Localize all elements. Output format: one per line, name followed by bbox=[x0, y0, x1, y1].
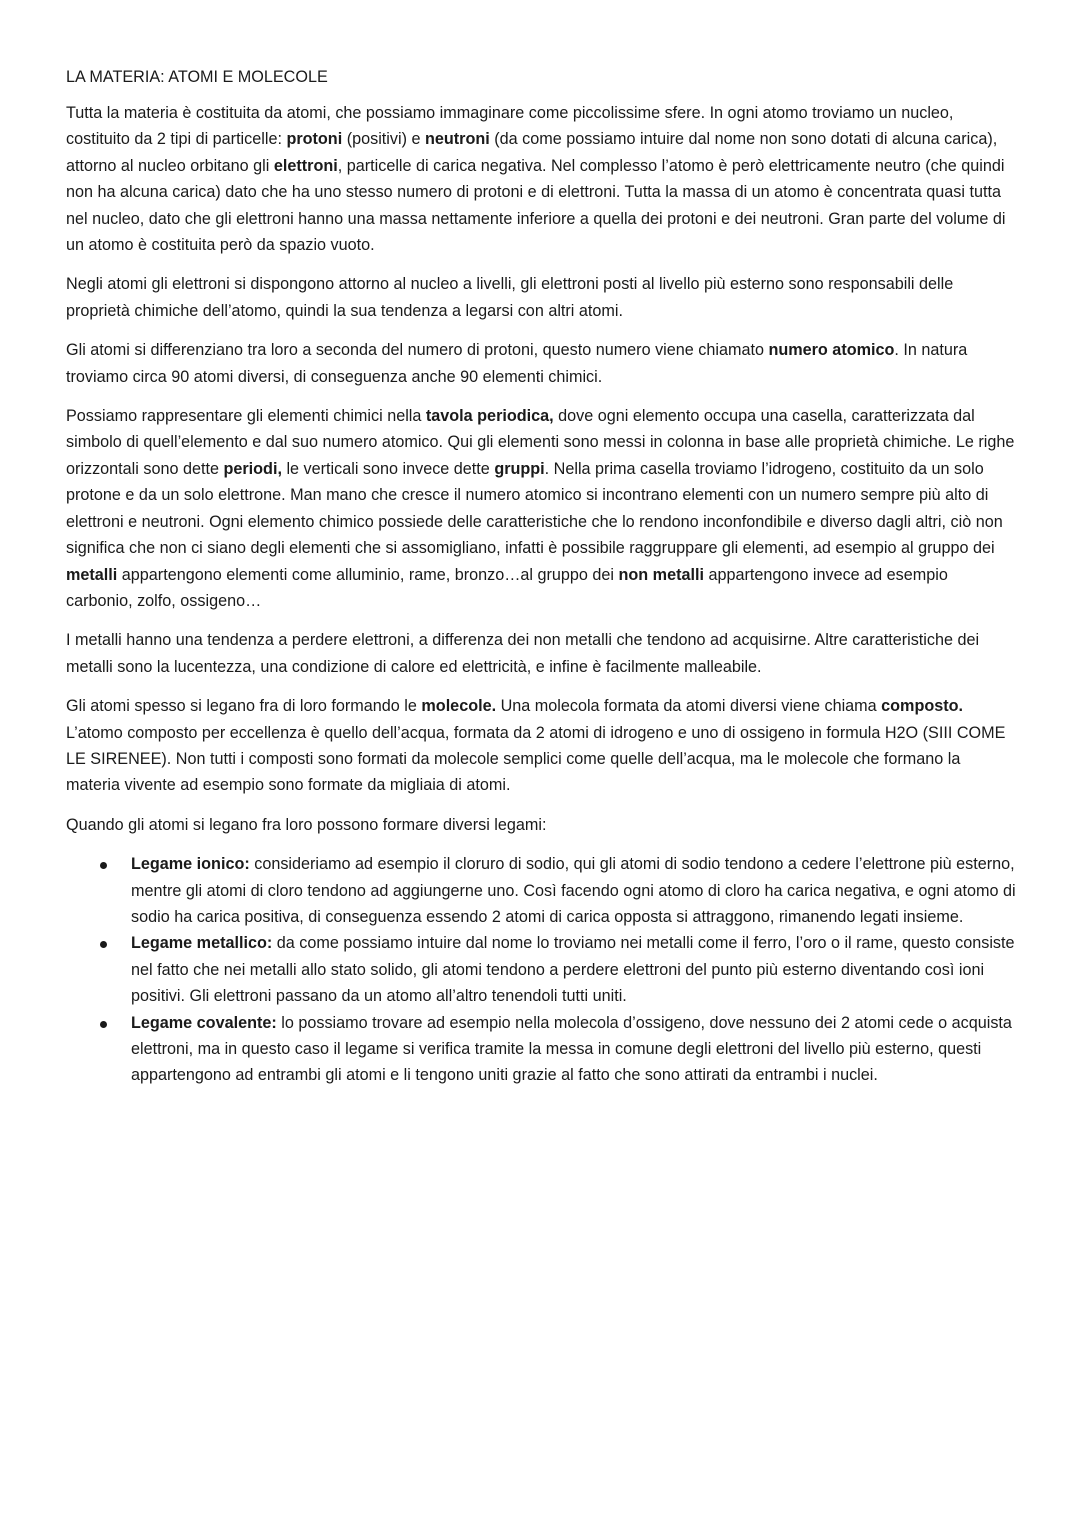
list-item-legame-ionico bbox=[66, 851, 1016, 930]
text-segment: dove ogni elemento occupa una casella, caratterizzata dal simbolo di quell’elemento e dal suo numero atomico. Qui gli elementi sono messi in colonna in base alle proprietà chimiche. Le righe orizzontali sono dette bbox=[66, 407, 1015, 478]
paragraph-atom-structure bbox=[66, 100, 1016, 258]
text-segment: Tutta la materia è costituita da atomi, che possiamo immaginare come piccolissime sfere. In ogni atomo troviamo un nucleo, costituito da 2 tipi di particelle: bbox=[66, 104, 954, 149]
list-item-legame-covalente bbox=[66, 1010, 1016, 1089]
term-molecole: molecole. bbox=[421, 697, 497, 716]
bullet-icon bbox=[100, 941, 107, 948]
term-elettroni: elettroni bbox=[273, 156, 338, 175]
paragraph-metals bbox=[66, 627, 1016, 680]
term-protoni: protoni bbox=[286, 130, 343, 149]
text-segment: le verticali sono invece dette bbox=[281, 459, 495, 478]
text-segment: . Nella prima casella troviamo l’idrogeno, costituito da un solo protone e da un solo elettrone. Man mano che cresce il numero atomico si incontrano elementi con un numero sempre più alto di elettroni e neutroni. Ogni elemento chimico possiede delle caratteristiche che lo rendono inconfondibile e diverso dagli altri, ciò non significa che non ci siano degli elementi che si assomigliano, infatti è possibile raggruppare gli elementi, ad esempio al gruppo dei bbox=[66, 459, 1003, 558]
bullet-icon bbox=[100, 862, 107, 869]
text-segment: da come possiamo intuire dal nome lo troviamo nei metalli come il ferro, l’oro o il rame, questo consiste nel fatto che nei metalli allo stato solido, gli atomi tendono a perdere elettroni del punto più esterno diventando così ioni positivi. Gli elettroni passano da un atomo all’altro tenendoli tutti uniti. bbox=[131, 934, 1015, 1006]
text-segment: I metalli hanno una tendenza a perdere elettroni, a differenza dei non metalli che tendono ad acquisirne. Altre caratteristiche dei metalli sono la lucentezza, una condizione di calore ed elettricità, e infine è facilmente malleabile. bbox=[66, 631, 980, 676]
term-neutroni: neutroni bbox=[424, 130, 490, 149]
term-legame-covalente: Legame covalente: bbox=[131, 1013, 277, 1032]
term-metalli: metalli bbox=[66, 565, 118, 584]
text-segment: consideriamo ad esempio il cloruro di sodio, qui gli atomi di sodio tendono a cedere l’elettrone più esterno, mentre gli atomi di cloro tendono ad aggiungerne uno. Così facendo ogni atomo di cloro ha carica negativa, e ogni atomo di sodio ha carica positiva, di conseguenza essendo 2 atomi di carica opposta si attraggono, rimanendo legati insieme. bbox=[131, 855, 1016, 926]
text-segment: Negli atomi gli elettroni si dispongono attorno al nucleo a livelli, gli elettroni posti al livello più esterno sono responsabili delle proprietà chimiche dell’atomo, quindi la sua tendenza a legarsi con altri atomi. bbox=[66, 275, 954, 320]
paragraph-atomic-number bbox=[66, 337, 1016, 390]
term-composto: composto. bbox=[881, 697, 963, 716]
term-non-metalli: non metalli bbox=[618, 565, 704, 584]
text-segment: Gli atomi spesso si legano fra di loro formando le bbox=[66, 697, 422, 716]
text-segment: . In natura troviamo circa 90 atomi diversi, di conseguenza anche 90 elementi chimici. bbox=[66, 341, 968, 386]
text-segment: appartengono elementi come alluminio, rame, bronzo…al gruppo dei bbox=[117, 565, 619, 584]
text-segment: (da come possiamo intuire dal nome non sono dotati di alcuna carica), attorno al nucleo orbitano gli bbox=[66, 130, 998, 175]
text-segment: L’atomo composto per eccellenza è quello dell’acqua, formata da 2 atomi di idrogeno e uno di ossigeno in formula H2O (SIII COME LE SIRENEE). Non tutti i composti sono formati da molecole semplici come quelle dell’acqua, ma le molecole che formano la materia vivente ad esempio sono formate da migliaia di atomi. bbox=[66, 723, 1006, 795]
page-title: LA MATERIA: ATOMI E MOLECOLE bbox=[66, 68, 328, 86]
term-tavola-periodica: tavola periodica, bbox=[425, 407, 554, 426]
text-segment: appartengono invece ad esempio carbonio, zolfo, ossigeno… bbox=[66, 565, 948, 610]
term-legame-metallico: Legame metallico: bbox=[131, 934, 273, 953]
term-gruppi: gruppi bbox=[494, 459, 545, 478]
text-segment: lo possiamo trovare ad esempio nella molecola d’ossigeno, dove nessuno dei 2 atomi cede o acquista elettroni, ma in questo caso il legame si verifica tramite la messa in comune degli elettroni del livello più esterno, questi appartengono ad entrambi gli atomi e li tengono uniti grazie al fatto che sono attirati da entrambi i nuclei. bbox=[131, 1013, 1012, 1085]
paragraph-electron-levels bbox=[66, 271, 1016, 324]
document-page bbox=[66, 64, 1016, 1089]
paragraph-periodic-table bbox=[66, 403, 1016, 614]
bullet-icon bbox=[100, 1021, 107, 1028]
text-segment: Quando gli atomi si legano fra loro possono formare diversi legami: bbox=[66, 815, 547, 834]
text-segment: Possiamo rappresentare gli elementi chimici nella bbox=[66, 407, 426, 426]
text-segment: (positivi) e bbox=[342, 130, 425, 149]
bond-list bbox=[66, 851, 1016, 1089]
term-numero-atomico: numero atomico bbox=[768, 341, 895, 360]
text-segment: , particelle di carica negativa. Nel complesso l’atomo è però elettricamente neutro (che quindi non ha alcuna carica) dato che ha uno stesso numero di protoni e di elettroni. Tutta la massa di un atomo è concentrata quasi tutta nel nucleo, dato che gli elettroni hanno una massa nettamente inferiore a quella dei protoni e dei neutroni. Gran parte del volume di un atomo è costituita però da spazio vuoto. bbox=[66, 156, 1006, 255]
text-segment: Una molecola formata da atomi diversi viene chiama bbox=[496, 697, 882, 716]
term-periodi: periodi, bbox=[223, 459, 282, 478]
paragraph-molecules bbox=[66, 693, 1016, 799]
term-legame-ionico: Legame ionico: bbox=[131, 855, 250, 874]
text-segment: Gli atomi si differenziano tra loro a seconda del numero di protoni, questo numero viene chiamato bbox=[66, 341, 769, 360]
paragraph-bonds-intro bbox=[66, 812, 1016, 838]
list-item-legame-metallico bbox=[66, 930, 1016, 1009]
